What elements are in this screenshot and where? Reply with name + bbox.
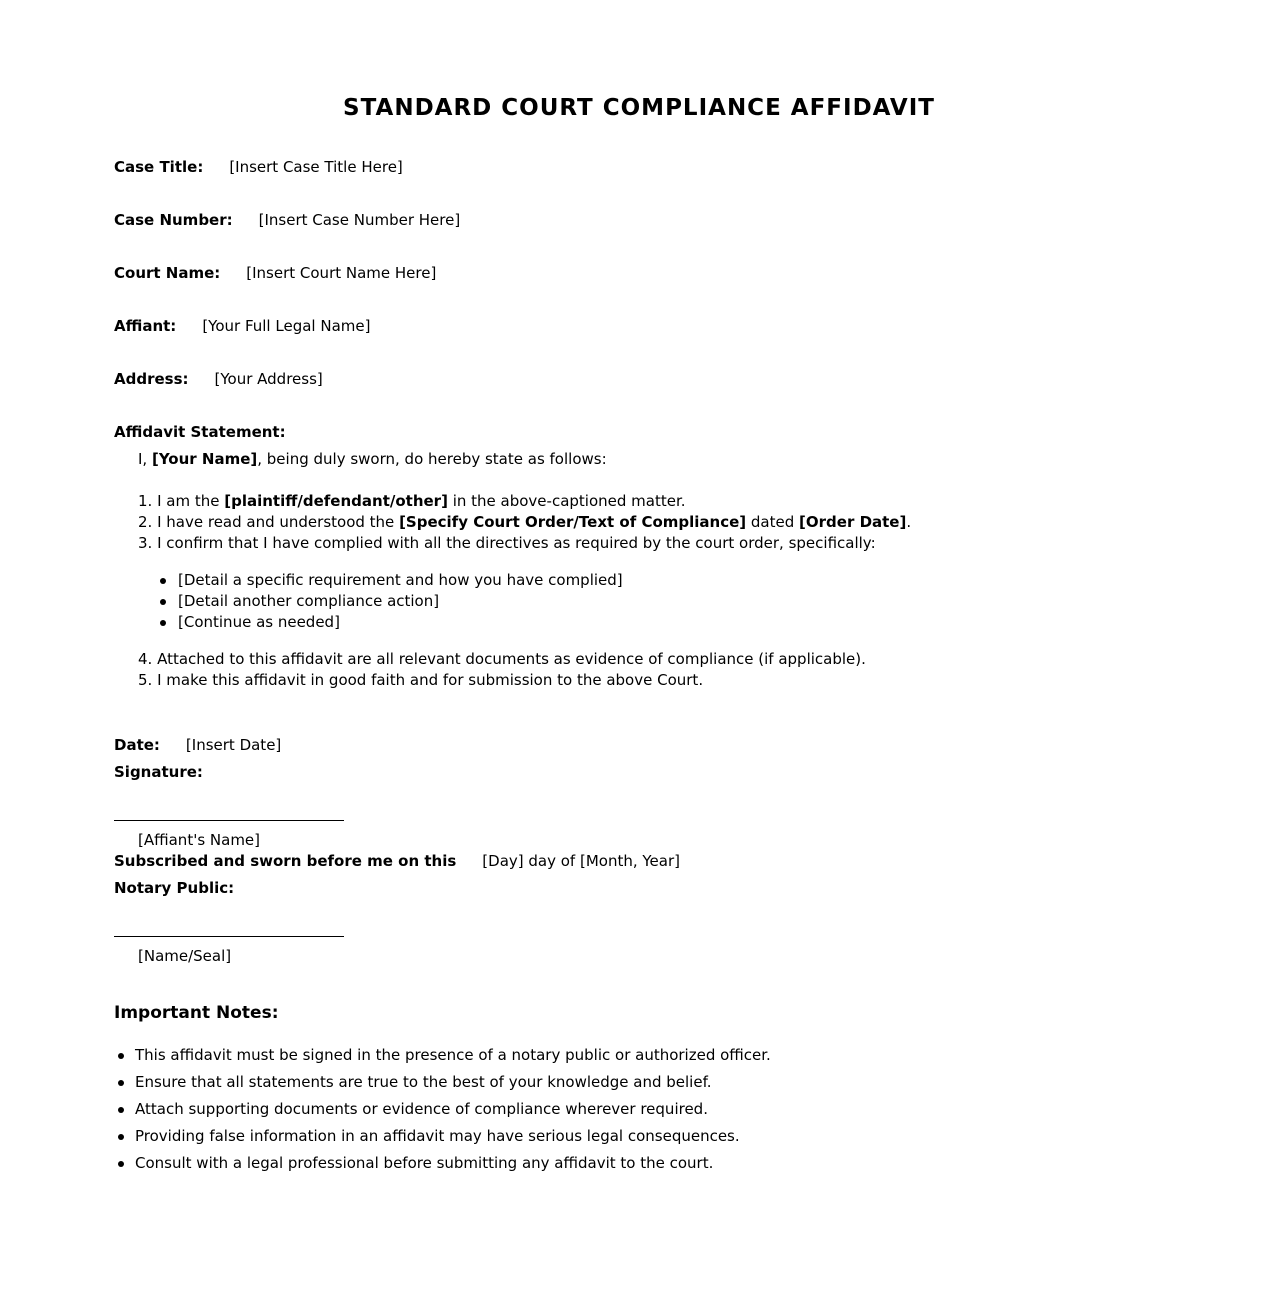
court-name-field: [114, 263, 436, 283]
bullet-icon: [118, 1053, 124, 1059]
signature-field: [114, 762, 203, 782]
item-text: I make this affidavit in good faith and for submission to the above Court.: [157, 671, 704, 689]
statement-item-3: [138, 533, 911, 554]
notary-field: [114, 878, 234, 898]
affiant-name-caption: [Affiant's Name]: [138, 831, 261, 849]
detail-text: [Detail a specific requirement and how you have complied]: [178, 571, 623, 589]
court-name-label: Court Name:: [114, 264, 221, 282]
item-number: 5.: [138, 671, 153, 689]
signature-label: Signature:: [114, 763, 203, 781]
item-text: in the above-captioned matter.: [447, 492, 686, 510]
item-number: 4.: [138, 650, 153, 668]
bullet-icon: [160, 620, 166, 626]
date-value: [Insert Date]: [185, 736, 282, 754]
affiant-label: Affiant:: [114, 317, 177, 335]
case-number-label: Case Number:: [114, 211, 233, 229]
statement-list-top: [138, 491, 911, 554]
affiant-field: [114, 316, 370, 336]
note-item: [118, 1123, 771, 1150]
item-placeholder: [Order Date]: [799, 513, 907, 531]
item-text: I have read and understood the: [157, 513, 400, 531]
statement-item-5: [138, 670, 866, 691]
note-item: [118, 1069, 771, 1096]
statement-list-bottom: [138, 649, 866, 691]
item-placeholder: [Specify Court Order/Text of Compliance]: [399, 513, 747, 531]
notes-list: [118, 1042, 771, 1177]
bullet-icon: [160, 578, 166, 584]
date-field: [114, 735, 281, 755]
statement-heading: Affidavit Statement:: [114, 423, 286, 441]
intro-suffix: , being duly sworn, do hereby state as follows:: [257, 450, 607, 468]
note-text: Providing false information in an affidavit may have serious legal consequences.: [135, 1127, 740, 1145]
item-placeholder: [plaintiff/defendant/other]: [224, 492, 448, 510]
intro-name: [Your Name]: [151, 450, 258, 468]
affiant-value: [Your Full Legal Name]: [202, 317, 371, 335]
sworn-label: Subscribed and sworn before me on this: [114, 852, 457, 870]
item-text: I am the: [157, 492, 225, 510]
note-item: [118, 1042, 771, 1069]
address-value: [Your Address]: [214, 370, 323, 388]
sworn-field: [114, 851, 680, 871]
statement-intro: [138, 449, 607, 469]
document-title: STANDARD COURT COMPLIANCE AFFIDAVIT: [343, 95, 935, 121]
bullet-icon: [118, 1080, 124, 1086]
date-label: Date:: [114, 736, 160, 754]
notary-label: Notary Public:: [114, 879, 235, 897]
bullet-icon: [118, 1134, 124, 1140]
item-text: I confirm that I have complied with all the directives as required by the court order, specifically:: [157, 534, 876, 552]
detail-text: [Detail another compliance action]: [178, 592, 440, 610]
statement-item-4: [138, 649, 866, 670]
notes-heading: Important Notes:: [114, 1003, 279, 1023]
case-title-value: [Insert Case Title Here]: [229, 158, 403, 176]
note-text: Consult with a legal professional before submitting any affidavit to the court.: [135, 1154, 714, 1172]
note-item: [118, 1150, 771, 1177]
case-number-field: [114, 210, 460, 230]
signature-line: [114, 820, 344, 821]
item-text: dated: [746, 513, 800, 531]
note-text: Attach supporting documents or evidence of compliance wherever required.: [135, 1100, 708, 1118]
address-field: [114, 369, 323, 389]
statement-item-2: [138, 512, 911, 533]
bullet-icon: [118, 1107, 124, 1113]
case-number-value: [Insert Case Number Here]: [258, 211, 461, 229]
detail-text: [Continue as needed]: [178, 613, 340, 631]
note-text: Ensure that all statements are true to the best of your knowledge and belief.: [135, 1073, 712, 1091]
case-title-field: [114, 157, 403, 177]
compliance-detail-item: [160, 570, 623, 591]
compliance-detail-list: [160, 570, 623, 633]
court-name-value: [Insert Court Name Here]: [246, 264, 437, 282]
notary-signature-line: [114, 936, 344, 937]
case-title-label: Case Title:: [114, 158, 204, 176]
intro-prefix: I,: [138, 450, 152, 468]
address-label: Address:: [114, 370, 189, 388]
item-number: 3.: [138, 534, 153, 552]
compliance-detail-item: [160, 591, 623, 612]
item-text: .: [906, 513, 912, 531]
statement-item-1: [138, 491, 911, 512]
notary-name-caption: [Name/Seal]: [138, 947, 232, 965]
compliance-detail-item: [160, 612, 623, 633]
note-item: [118, 1096, 771, 1123]
item-number: 2.: [138, 513, 153, 531]
bullet-icon: [118, 1161, 124, 1167]
sworn-value: [Day] day of [Month, Year]: [482, 852, 680, 870]
bullet-icon: [160, 599, 166, 605]
item-number: 1.: [138, 492, 153, 510]
note-text: This affidavit must be signed in the presence of a notary public or authorized officer.: [135, 1046, 771, 1064]
item-text: Attached to this affidavit are all relevant documents as evidence of compliance (if applicable).: [157, 650, 866, 668]
